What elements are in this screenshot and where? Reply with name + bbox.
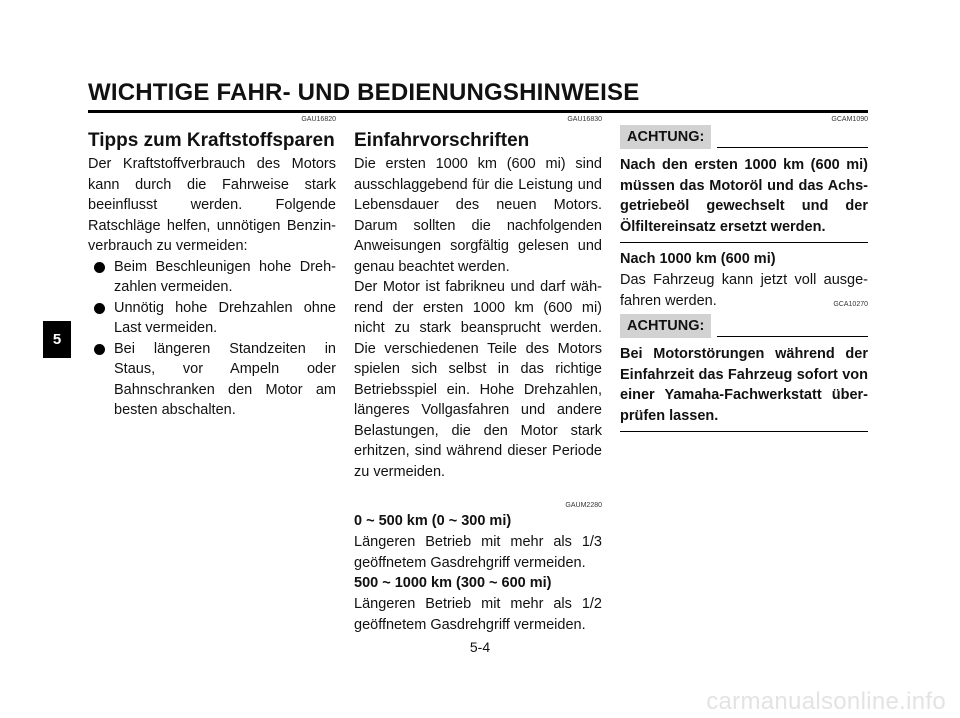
divider	[717, 147, 868, 148]
caution-badge: ACHTUNG:	[620, 314, 711, 338]
section-code: GAUM2280	[565, 502, 602, 509]
paragraph: Die ersten 1000 km (600 mi) sind ausschlaggebend für die Leistung und Lebensdauer des neuen Motors. Darum sollten die nachfolgenden Anweisungen sorgfältig gelesen und genau beachtet werden.	[354, 156, 602, 275]
list-item-text: Bei längeren Standzeiten in Staus, vor Ampeln oder Bahnschranken den Motor am besten abschalten.	[114, 340, 336, 418]
column-cautions	[620, 114, 868, 432]
caution-badge: ACHTUNG:	[620, 125, 711, 149]
list-item	[88, 257, 336, 298]
list-item-text: Beim Beschleunigen hohe Dreh- zahlen vermeiden.	[114, 258, 336, 295]
intro-paragraph: Der Kraftstoffverbrauch des Motors kann durch die Fahrweise stark beeinflusst werden. Folgende Ratschläge helfen, unnötigen Benzin- verbrauch zu vermeiden:	[88, 156, 336, 254]
column-fuel-saving	[88, 114, 336, 421]
subheading: 500 ~ 1000 km (300 ~ 600 mi)	[354, 575, 552, 591]
paragraph: Das Fahrzeug kann jetzt voll ausge- fahren werden.	[620, 272, 868, 309]
paragraph: Der Motor ist fabrikneu und darf wäh- rend der ersten 1000 km (600 mi) nicht zu stark beansprucht werden. Die verschiedenen Teile des Motors spielen sich selbst in das richtige Betriebsspiel ein. Hohe Drehzahlen, längeres Vollgasfahren und andere Belastungen, die den Motor stark erhitzen, sind während dieser Periode zu vermeiden.	[354, 279, 602, 480]
page-title: WICHTIGE FAHR- UND BEDIENUNGSHINWEISE	[88, 78, 868, 113]
paragraph: Längeren Betrieb mit mehr als 1/2 geöffnetem Gasdrehgriff vermeiden.	[354, 596, 602, 633]
divider	[717, 336, 868, 337]
section-code: GCAM1090	[831, 116, 868, 123]
list-item-text: Unnötig hohe Drehzahlen ohne Last vermeiden.	[114, 299, 336, 336]
watermark: carmanualsonline.info	[706, 688, 946, 715]
chapter-tab: 5	[43, 321, 71, 358]
section-heading: Einfahrvorschriften	[354, 130, 530, 151]
caution-header	[620, 125, 868, 149]
section-code: GCA10270	[833, 301, 868, 308]
column-break-in	[354, 114, 602, 635]
bullet-icon	[94, 262, 105, 273]
section-heading: Tipps zum Kraftstoffsparen	[88, 130, 335, 151]
section-code: GAU16830	[567, 116, 602, 123]
caution-text: Nach den ersten 1000 km (600 mi) müssen das Motoröl und das Achs- getriebeöl gewechselt und der Ölfiltereinsatz ersetzt werden.	[620, 155, 868, 243]
list-item	[88, 298, 336, 339]
tips-list	[88, 257, 336, 421]
page-number: 5-4	[469, 639, 491, 655]
section-code: GAU16820	[301, 116, 336, 123]
subheading: 0 ~ 500 km (0 ~ 300 mi)	[354, 513, 512, 529]
bullet-icon	[94, 344, 105, 355]
list-item	[88, 339, 336, 421]
subheading: Nach 1000 km (600 mi)	[620, 251, 776, 267]
bullet-icon	[94, 303, 105, 314]
caution-text: Bei Motorstörungen während der Einfahrzeit das Fahrzeug sofort von einer Yamaha-Fachwerkstatt über- prüfen lassen.	[620, 344, 868, 432]
caution-header	[620, 314, 868, 338]
paragraph: Längeren Betrieb mit mehr als 1/3 geöffnetem Gasdrehgriff vermeiden.	[354, 534, 602, 571]
